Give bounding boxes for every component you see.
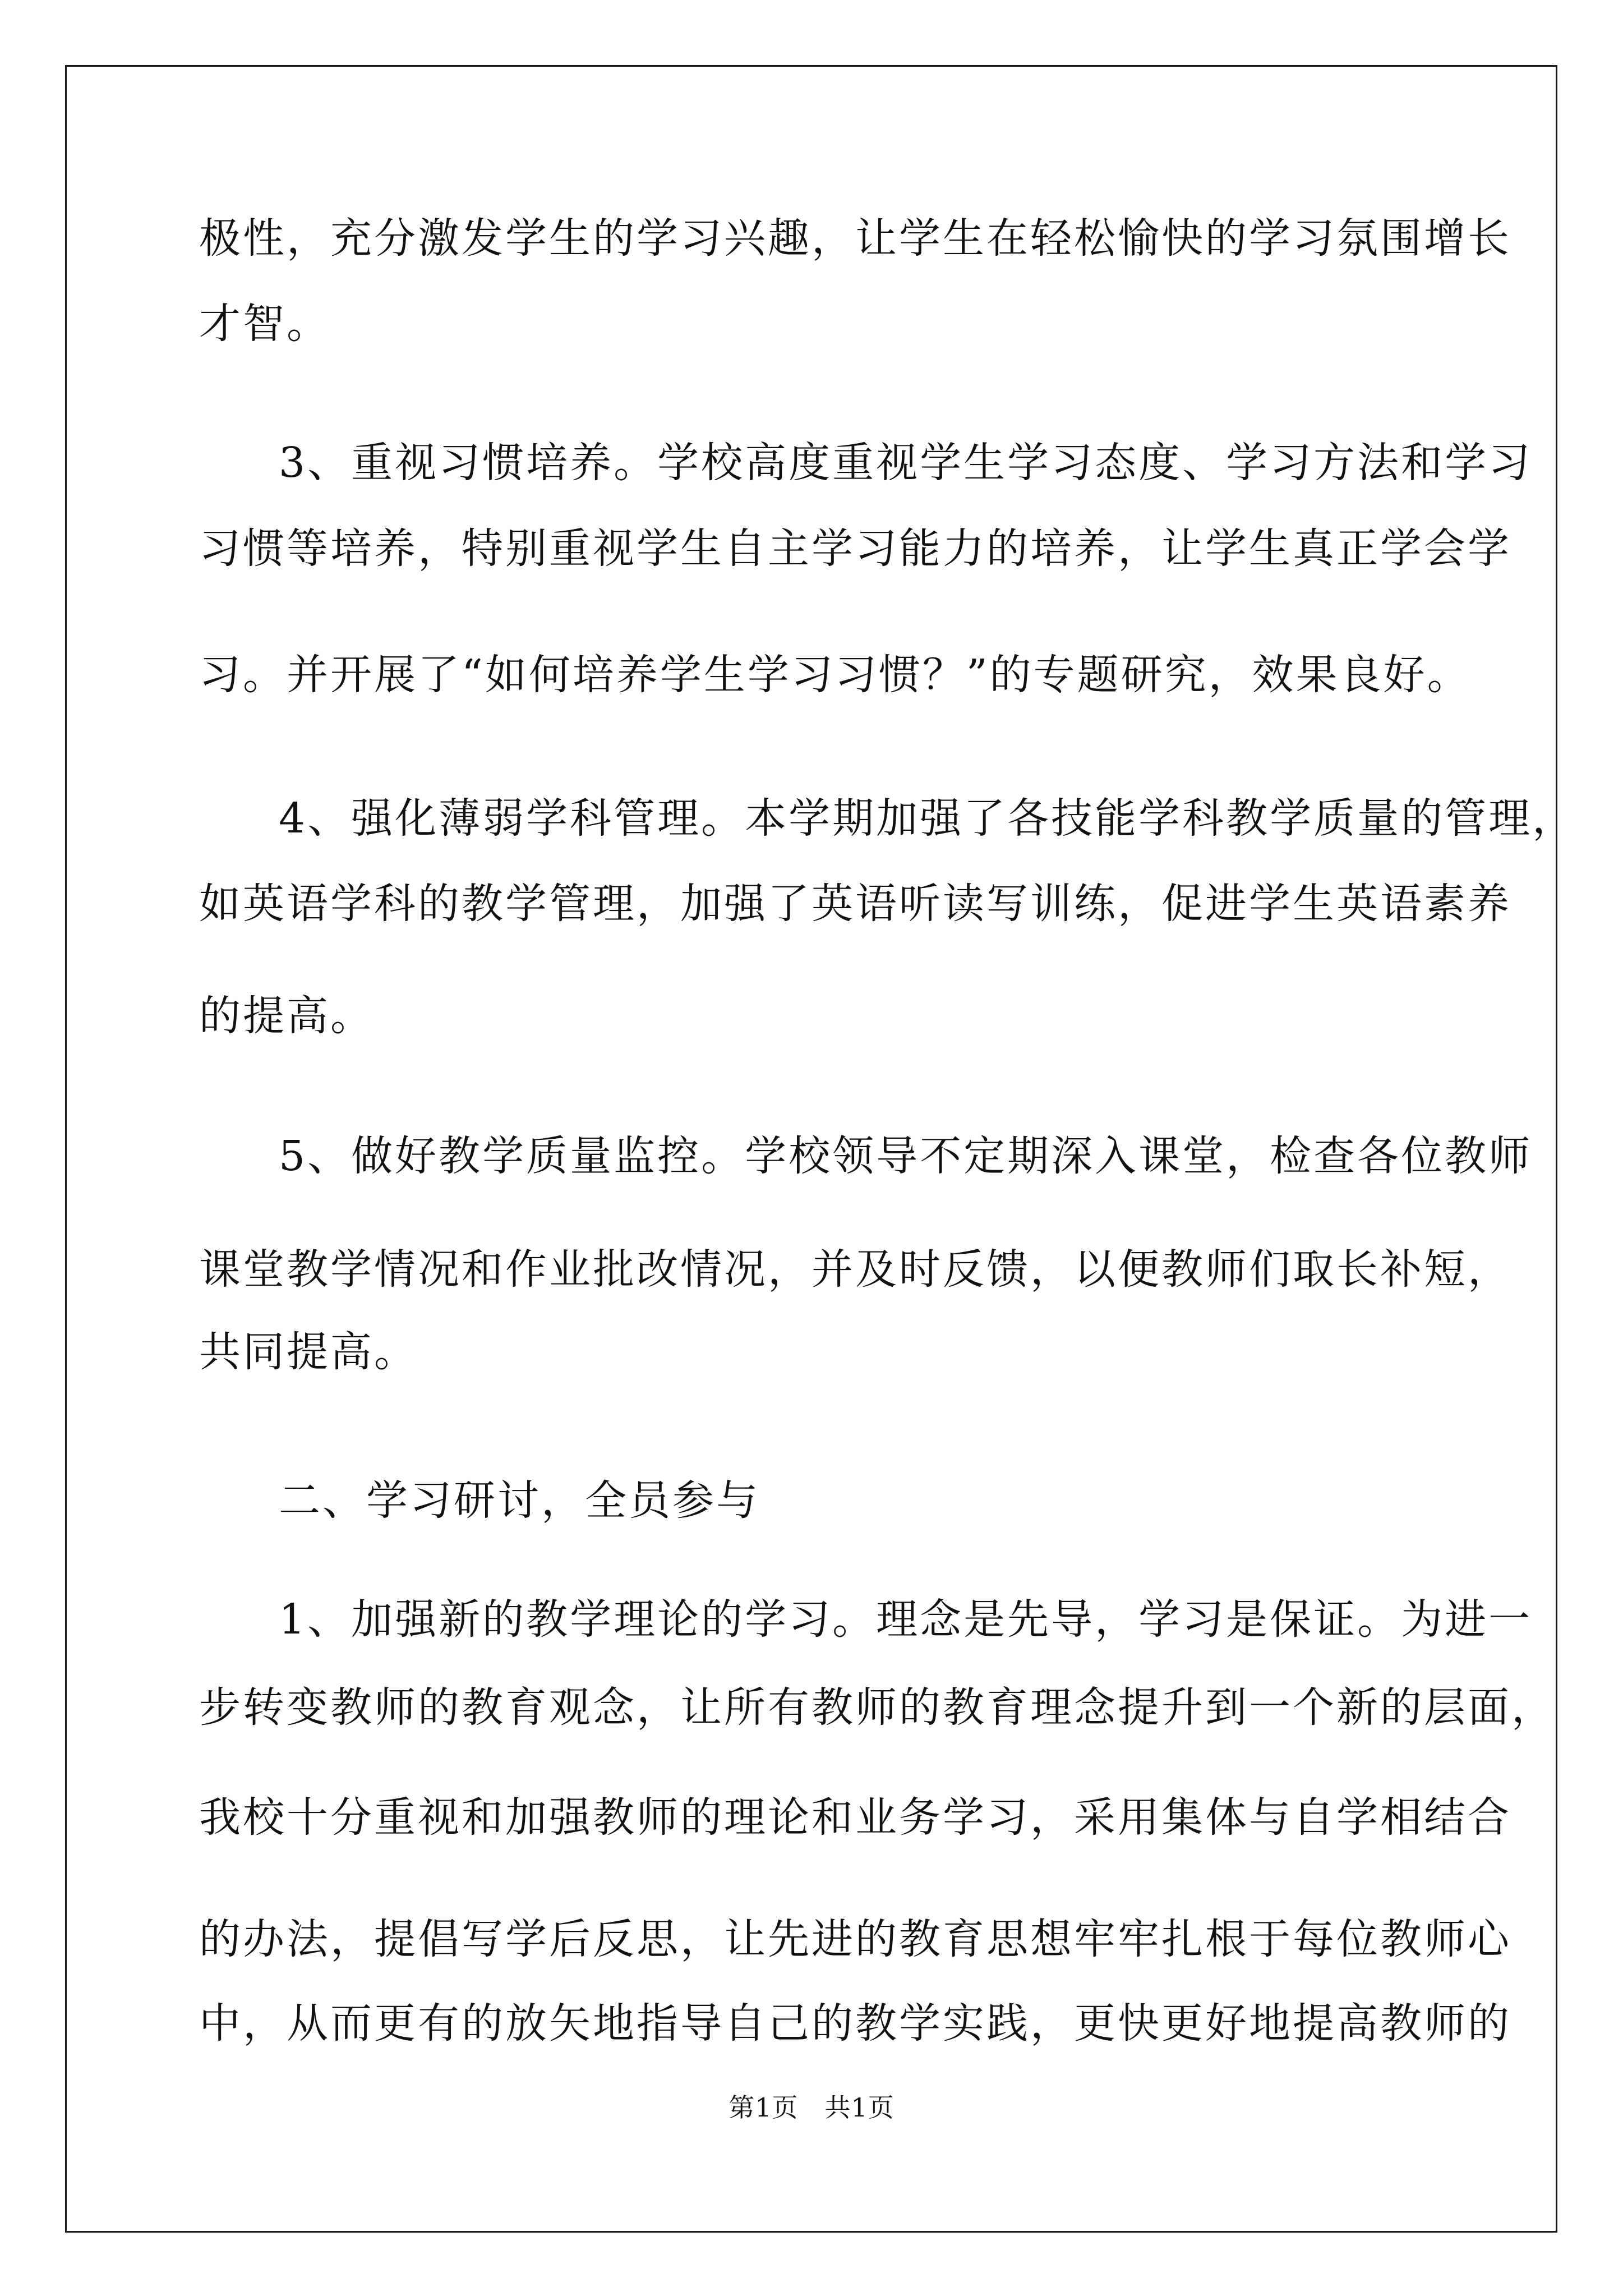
paragraph-line: 极性，充分激发学生的学习兴趣，让学生在轻松愉快的学习氛围增长 bbox=[199, 214, 1511, 263]
paragraph-line: 的提高。 bbox=[199, 992, 374, 1040]
paragraph-line: 课堂教学情况和作业批改情况，并及时反馈，以便教师们取长补短， bbox=[199, 1245, 1511, 1294]
page-number-total: 共1页 bbox=[824, 2092, 895, 2123]
paragraph-line: 我校十分重视和加强教师的理论和业务学习，采用集体与自学相结合 bbox=[199, 1793, 1511, 1842]
paragraph-line: 共同提高。 bbox=[199, 1328, 418, 1376]
paragraph-line: 步转变教师的教育观念，让所有教师的教育理念提升到一个新的层面， bbox=[199, 1683, 1555, 1732]
paragraph-line: 5、做好教学质量监控。学校领导不定期深入课堂，检查各位教师 bbox=[279, 1132, 1533, 1180]
paragraph-line: 的办法，提倡写学后反思，让先进的教育思想牢牢扎根于每位教师心 bbox=[199, 1915, 1511, 1963]
paragraph-line: 习。并开展了“如何培养学生学习习惯？”的专题研究，效果良好。 bbox=[199, 651, 1471, 699]
section-heading: 二、学习研讨，全员参与 bbox=[279, 1476, 760, 1525]
page-number-current: 第1页 bbox=[728, 2092, 799, 2123]
paragraph-line: 中，从而更有的放矢地指导自己的教学实践，更快更好地提高教师的 bbox=[199, 1999, 1511, 2047]
page-footer bbox=[0, 2091, 1623, 2124]
paragraph-line: 如英语学科的教学管理，加强了英语听读写训练，促进学生英语素养 bbox=[199, 880, 1511, 928]
paragraph-line: 4、强化薄弱学科管理。本学期加强了各技能学科教学质量的管理， bbox=[279, 794, 1576, 843]
paragraph-line: 才智。 bbox=[199, 300, 330, 348]
paragraph-line: 3、重视习惯培养。学校高度重视学生学习态度、学习方法和学习 bbox=[279, 439, 1533, 487]
paragraph-line: 习惯等培养，特别重视学生自主学习能力的培养，让学生真正学会学 bbox=[199, 524, 1511, 573]
paragraph-line: 1、加强新的教学理论的学习。理念是先导，学习是保证。为进一 bbox=[279, 1595, 1533, 1644]
